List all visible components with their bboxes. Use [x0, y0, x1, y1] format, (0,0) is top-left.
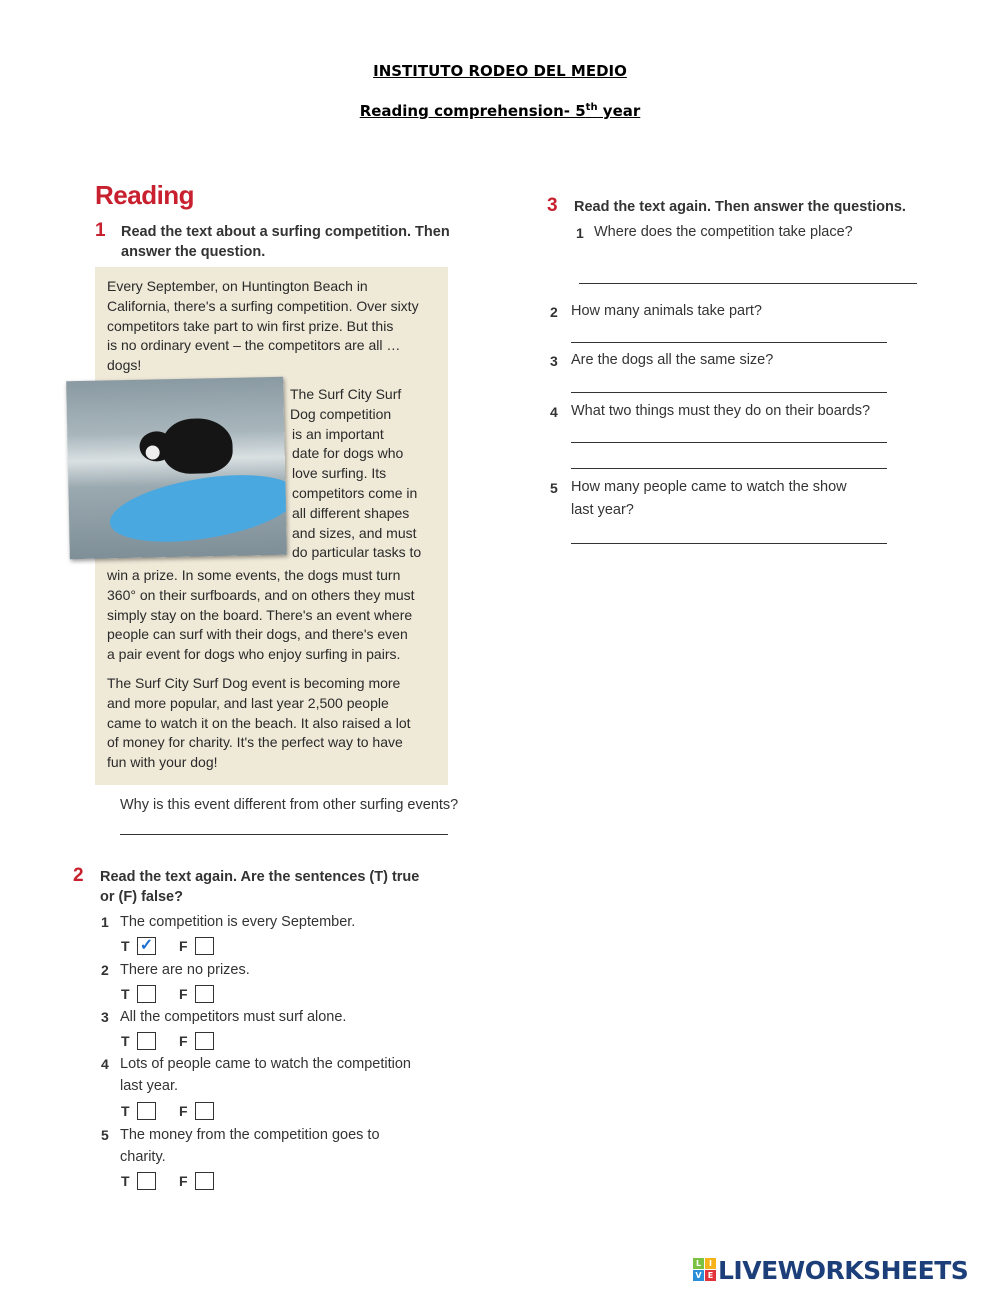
dog-surfing-photo	[66, 377, 287, 560]
logo-tile: V	[693, 1270, 704, 1281]
false-checkbox[interactable]	[195, 937, 214, 955]
passage-line: simply stay on the board. There's an event where	[107, 606, 413, 623]
passage-line: Every September, on Huntington Beach in	[107, 278, 368, 294]
true-label: T	[121, 1033, 130, 1049]
statement-text: All the competitors must surf alone.	[120, 1009, 347, 1025]
question-number: 3	[550, 353, 558, 369]
true-label: T	[121, 1103, 130, 1119]
question-number: 4	[550, 404, 558, 420]
logo-text: LIVEWORKSHEETS	[718, 1256, 969, 1285]
true-checkbox[interactable]	[137, 985, 156, 1003]
false-label: F	[179, 986, 188, 1002]
passage-line: The Surf City Surf	[290, 386, 402, 402]
section-title: Reading	[95, 180, 195, 210]
school-title: INSTITUTO RODEO DEL MEDIO	[373, 62, 627, 80]
question-number: 2	[550, 304, 558, 320]
passage-line: fun with your dog!	[107, 754, 218, 771]
answer-line[interactable]	[571, 342, 887, 343]
false-label: F	[179, 1033, 188, 1049]
false-label: F	[179, 1173, 188, 1189]
true-checkbox[interactable]: ✓	[137, 937, 156, 955]
answer-line[interactable]	[579, 283, 917, 284]
answer-line[interactable]	[571, 442, 887, 443]
true-label: T	[121, 938, 130, 954]
passage-line: and sizes, and must	[292, 524, 417, 541]
true-checkbox[interactable]	[137, 1102, 156, 1120]
passage-line: people can surf with their dogs, and there's even	[107, 626, 408, 643]
false-checkbox[interactable]	[195, 1032, 214, 1050]
passage-line: competitors come in	[292, 485, 418, 501]
statement-number: 3	[101, 1009, 109, 1025]
passage-line: is an important	[292, 425, 384, 442]
passage-line: of money for charity. It's the perfect way to have	[107, 734, 403, 751]
exercise-1-instruction-line: Read the text about a surfing competition. Then	[121, 224, 450, 240]
statement-number: 4	[101, 1056, 109, 1072]
passage-line: a pair event for dogs who enjoy surfing in pairs.	[107, 646, 401, 663]
exercise-1-question: Why is this event different from other surfing events?	[120, 797, 459, 813]
passage-line: California, there's a surfing competition. Over sixty	[107, 297, 419, 314]
statement-text: The competition is every September.	[120, 914, 356, 930]
true-checkbox[interactable]	[137, 1172, 156, 1190]
passage-line: The Surf City Surf Dog event is becoming more	[107, 675, 401, 691]
question-text: How many animals take part?	[571, 303, 762, 319]
exercise-2-instruction-line: or (F) false?	[100, 889, 183, 905]
statement-number: 2	[101, 962, 109, 978]
exercise-3-instruction: Read the text again. Then answer the questions.	[574, 199, 906, 215]
answer-line[interactable]	[120, 834, 448, 835]
false-checkbox[interactable]	[195, 985, 214, 1003]
passage-line: do particular tasks to	[292, 544, 422, 561]
exercise-2-number: 2	[73, 865, 84, 886]
passage-line: dogs!	[107, 357, 142, 374]
passage-line: came to watch it on the beach. It also raised a lot	[107, 714, 411, 731]
logo-tile: I	[705, 1258, 716, 1269]
false-checkbox[interactable]	[195, 1172, 214, 1190]
question-text: How many people came to watch the show	[571, 479, 847, 495]
worksheet-subtitle: Reading comprehension- 5th year	[359, 102, 641, 120]
true-label: T	[121, 1173, 130, 1189]
exercise-1-number: 1	[95, 220, 106, 241]
logo-tile: E	[705, 1270, 716, 1281]
passage-line: 360° on their surfboards, and on others they must	[107, 586, 415, 603]
answer-line[interactable]	[571, 392, 887, 393]
false-checkbox[interactable]	[195, 1102, 214, 1120]
statement-number: 5	[101, 1127, 109, 1143]
question-text: last year?	[571, 502, 634, 518]
statement-text: There are no prizes.	[120, 962, 250, 978]
exercise-1-instruction-line: answer the question.	[121, 244, 266, 260]
false-label: F	[179, 1103, 188, 1119]
question-text: Are the dogs all the same size?	[571, 352, 774, 368]
answer-line[interactable]	[571, 468, 887, 469]
logo-tile: L	[693, 1258, 704, 1269]
statement-number: 1	[101, 914, 109, 930]
true-label: T	[121, 986, 130, 1002]
statement-text: Lots of people came to watch the competition	[120, 1056, 411, 1072]
answer-line[interactable]	[571, 543, 887, 544]
question-number: 5	[550, 480, 558, 496]
question-number: 1	[576, 225, 584, 241]
passage-line: is no ordinary event – the competitors are all …	[107, 337, 401, 354]
true-checkbox[interactable]	[137, 1032, 156, 1050]
passage-line: date for dogs who	[292, 445, 404, 462]
false-label: F	[179, 938, 188, 954]
passage-line: all different shapes	[292, 504, 410, 521]
passage-line: love surfing. Its	[292, 465, 387, 482]
passage-line: win a prize. In some events, the dogs must turn	[107, 567, 401, 583]
question-text: What two things must they do on their boards?	[571, 403, 871, 419]
statement-text: The money from the competition goes to	[120, 1127, 380, 1143]
statement-text: charity.	[120, 1149, 166, 1165]
exercise-2-instruction-line: Read the text again. Are the sentences (T) true	[100, 869, 420, 885]
exercise-3-number: 3	[547, 195, 558, 216]
passage-line: Dog competition	[290, 405, 392, 422]
question-text: Where does the competition take place?	[594, 224, 853, 240]
surfboard-shape	[105, 464, 287, 554]
passage-line: and more popular, and last year 2,500 people	[107, 694, 389, 711]
statement-text: last year.	[120, 1078, 179, 1094]
passage-line: competitors take part to win first prize. But this	[107, 317, 394, 334]
